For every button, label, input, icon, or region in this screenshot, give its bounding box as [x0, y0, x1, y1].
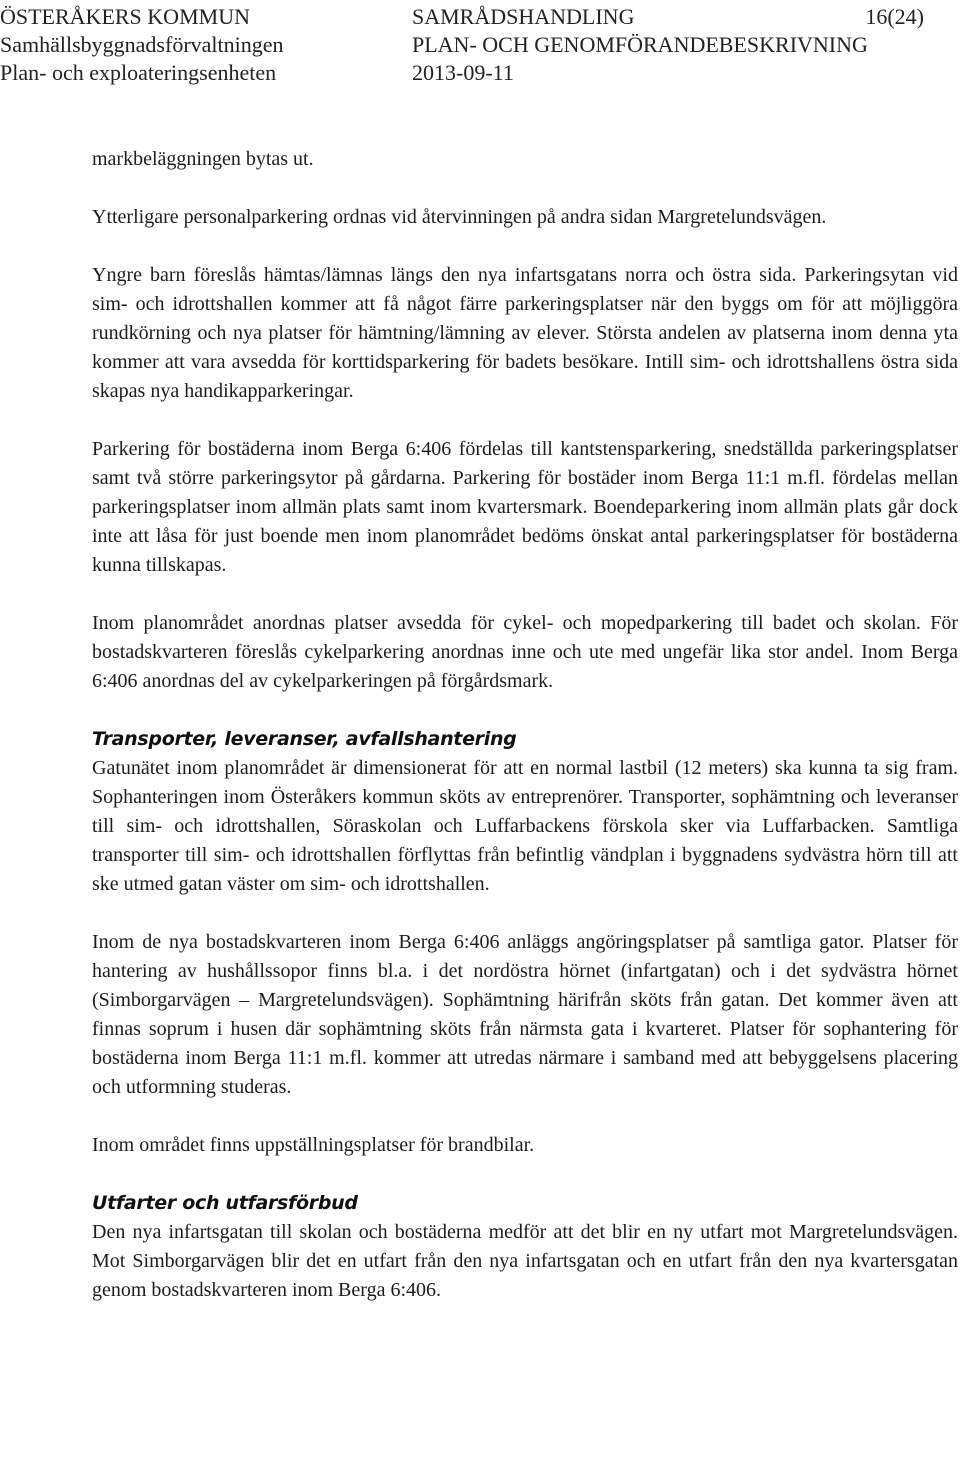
paragraph: Ytterligare personalparkering ordnas vid återvinningen på andra sidan Margretelundsvägen.	[92, 206, 827, 228]
paragraph: Den nya infartsgatan till skolan och bostäderna medför att det blir en ny utfart mot Margretelundsvägen. Mot Simborgarvägen blir det en utfart från den nya infartsgatan och en utfart från den nya kvartersgatan genom bostadskvarteren inom Berga 6:406.	[92, 1221, 958, 1301]
department-name: Samhällsbyggnadsförvaltningen	[0, 32, 284, 57]
header-row-3	[0, 58, 960, 88]
document-date: 2013-09-11	[412, 60, 514, 85]
page-header	[0, 0, 960, 90]
document-type: SAMRÅDSHANDLING	[412, 4, 635, 29]
section-heading-utfarter: Utfarter och utfarsförbud	[92, 1192, 358, 1214]
document-title: PLAN- OCH GENOMFÖRANDEBESKRIVNING	[412, 32, 868, 57]
unit-name: Plan- och exploateringsenheten	[0, 60, 277, 85]
section-heading-transport: Transporter, leveranser, avfallshantering	[92, 728, 517, 750]
paragraph: Yngre barn föreslås hämtas/lämnas längs den nya infartsgatans norra och östra sida. Parkeringsytan vid sim- och idrottshallen kommer att få något färre parkeringsplatser när den byggs om för att möjliggöra rundkörning och nya platser för hämtning/lämning av elever. Största andelen av platserna inom denna yta kommer att vara avsedda för korttidsparkering för badets besökare. Intill sim- och idrottshallens östra sida skapas nya handikapparkeringar.	[92, 264, 958, 402]
page-number: 16(24)	[865, 4, 924, 29]
paragraph: Gatunätet inom planområdet är dimensionerat för att en normal lastbil (12 meters) ska kunna ta sig fram. Sophanteringen inom Österåkers kommun sköts av entreprenörer. Transporter, sophämtning och leveranser till sim- och idrottshallen, Söraskolan och Luffarbackens förskola sker via Luffarbacken. Samtliga transporter till sim- och idrottshallen förflyttas från befintlig vändplan i byggnadens sydvästra hörn till att ske utmed gatan väster om sim- och idrottshallen.	[92, 757, 958, 895]
municipality-name: ÖSTERÅKERS KOMMUN	[0, 4, 250, 29]
paragraph: Parkering för bostäderna inom Berga 6:406 fördelas till kantstensparkering, snedställda parkeringsplatser samt två större parkeringsytor på gårdarna. Parkering för bostäder inom Berga 11:1 m.fl. fördelas mellan parkeringsplatser inom allmän plats samt inom kvartersmark. Boendeparkering inom allmän plats går dock inte att låsa för just boende men inom planområdet bedöms önskat antal parkeringsplatser för bostäderna kunna tillskapas.	[92, 438, 958, 576]
paragraph: Inom planområdet anordnas platser avsedda för cykel- och mopedparkering till badet och skolan. För bostadskvarteren föreslås cykelparkering anordnas inne och ute med ungefär lika stor andel. Inom Berga 6:406 anordnas del av cykelparkeringen på förgårdsmark.	[92, 612, 958, 692]
header-row-1	[0, 2, 960, 32]
page-body	[92, 145, 958, 1305]
paragraph: markbeläggningen bytas ut.	[92, 148, 314, 170]
header-row-2	[0, 30, 960, 60]
paragraph: Inom området finns uppställningsplatser för brandbilar.	[92, 1134, 535, 1156]
paragraph: Inom de nya bostadskvarteren inom Berga 6:406 anläggs angöringsplatser på samtliga gator. Platser för hantering av hushållssopor finns bl.a. i det nordöstra hörnet (infartgatan) och i det sydvästra hörnet (Simborgarvägen – Margretelundsvägen). Sophämtning härifrån sköts från gatan. Det kommer även att finnas soprum i husen där sophämtning sköts från närmsta gata i kvarteret. Platser för sophantering för bostäderna inom Berga 11:1 m.fl. kommer att utredas närmare i samband med att bebyggelsens placering och utformning studeras.	[92, 931, 958, 1098]
